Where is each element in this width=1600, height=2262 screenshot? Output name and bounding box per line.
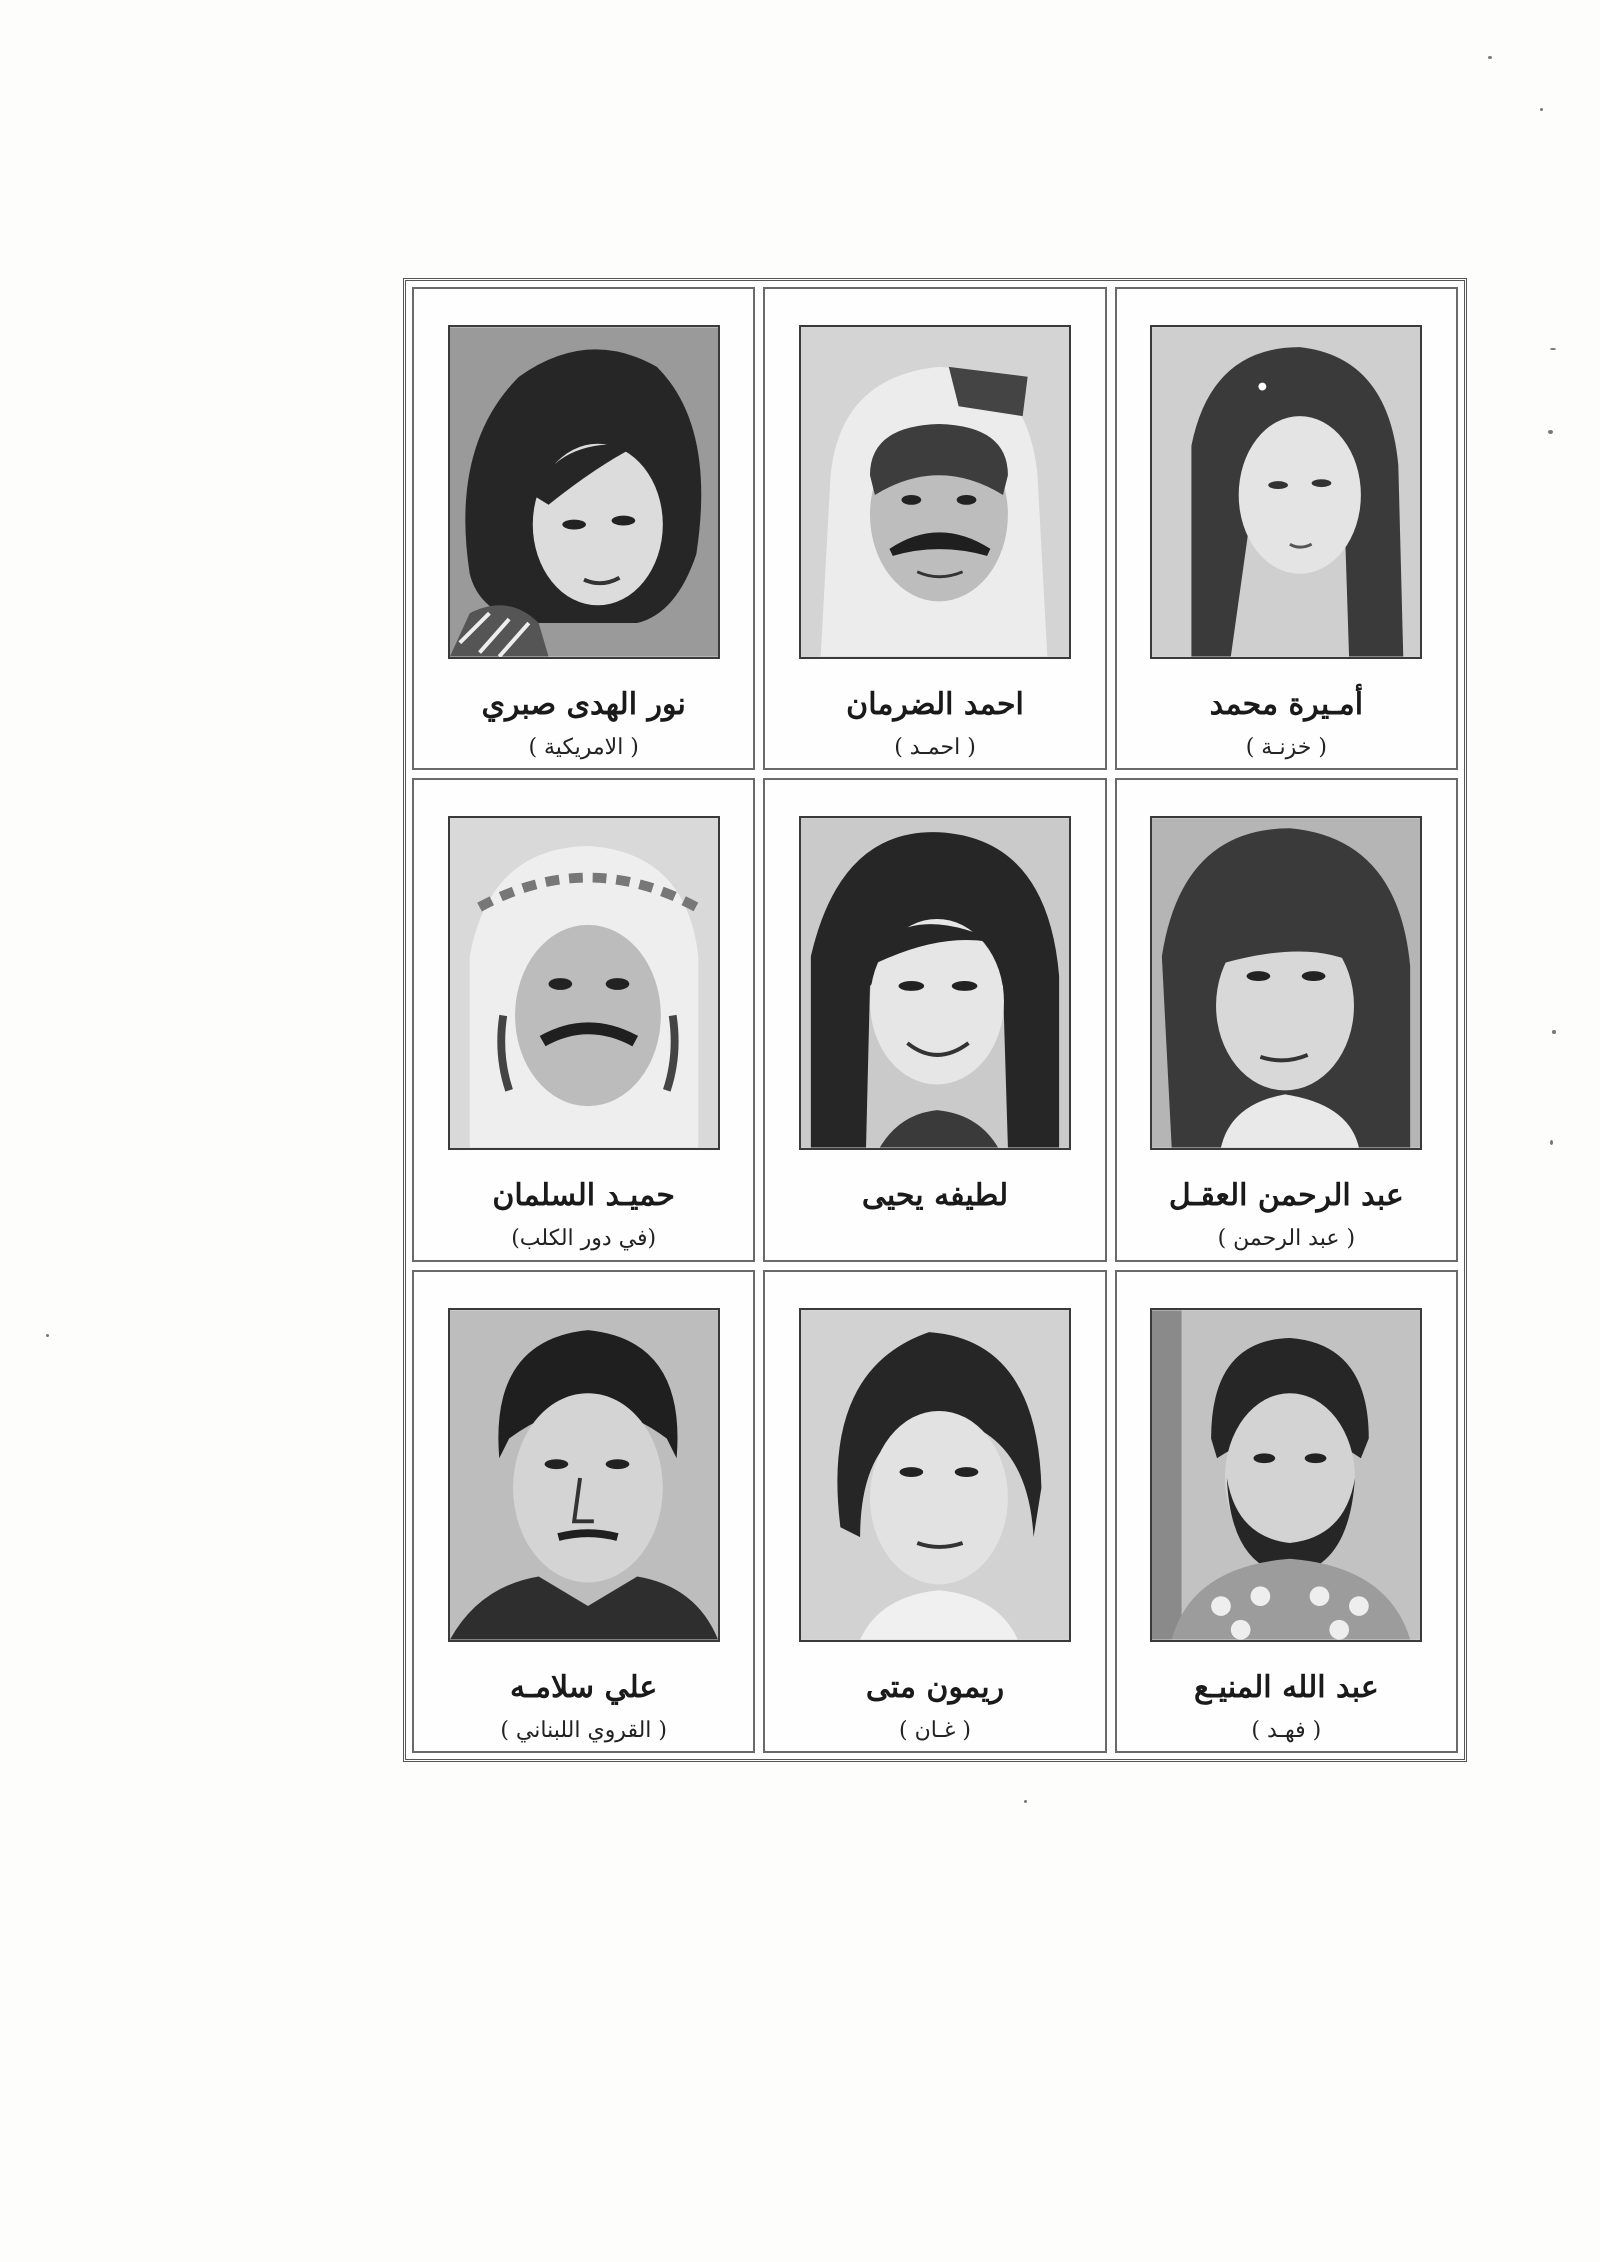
woman-smiling-portrait-image (801, 818, 1069, 1148)
scan-speck (1548, 430, 1553, 434)
woman-long-hair-portrait-image (1152, 327, 1420, 657)
cast-photo-grid (412, 287, 1458, 1753)
cast-card (1115, 1270, 1458, 1753)
cast-member-name: لطيفه يحيى (861, 1178, 1009, 1214)
scan-speck (1488, 56, 1492, 59)
cast-role: ( الامريكية ) (528, 735, 639, 760)
scan-speck (1550, 1140, 1553, 1145)
man-headdress-mustache-portrait-image (801, 327, 1069, 657)
cast-photo-grid-frame (403, 278, 1467, 1762)
cast-member-name: نور الهدى صبري (481, 687, 686, 722)
man-headdress-portrait-image (450, 818, 718, 1148)
cast-role: ( فهـد ) (1251, 1717, 1322, 1743)
portrait-photo (1150, 1308, 1422, 1642)
cast-role: (في دور الكلب) (511, 1226, 657, 1252)
man-long-hair-portrait-image (1152, 818, 1420, 1148)
cast-role: ( القروي اللبناني ) (500, 1717, 667, 1743)
portrait-photo (1150, 325, 1422, 659)
young-man-portrait-image (801, 1310, 1069, 1640)
cast-card (412, 287, 755, 770)
cast-card (1115, 287, 1458, 770)
cast-member-name: احمد الضرمان (846, 687, 1024, 722)
portrait-photo (1150, 816, 1422, 1150)
scan-speck (1024, 1800, 1027, 1803)
cast-card (412, 1270, 755, 1753)
portrait-photo (448, 816, 720, 1150)
cast-role: ( غـان ) (899, 1717, 971, 1743)
scan-speck (1552, 1030, 1556, 1034)
cast-card (412, 778, 755, 1261)
portrait-photo (448, 1308, 720, 1642)
cast-role: ( خزنـة ) (1245, 735, 1327, 760)
cast-member-name: ريمون متى (865, 1669, 1005, 1705)
cast-card (1115, 778, 1458, 1261)
cast-role: ( عبد الرحمن ) (1217, 1226, 1356, 1252)
portrait-photo (799, 325, 1071, 659)
cast-member-name: حميـد السلمان (492, 1178, 675, 1214)
scan-speck (1550, 348, 1556, 350)
cast-card (763, 1270, 1106, 1753)
cast-member-name: علي سلامـه (510, 1669, 658, 1705)
cast-role: ( احمـد ) (894, 735, 976, 760)
portrait-photo (799, 1308, 1071, 1642)
portrait-photo (799, 816, 1071, 1150)
portrait-photo (448, 325, 720, 659)
cast-member-name: عبد الله المنيـع (1193, 1669, 1379, 1705)
cast-member-name: عبد الرحمن العقـل (1168, 1178, 1404, 1214)
scan-speck (46, 1334, 49, 1337)
woman-curly-hair-portrait-image (450, 327, 718, 657)
cast-card (763, 778, 1106, 1261)
cast-member-name: أمـيرة محمد (1209, 687, 1364, 722)
man-mustache-portrait-image (450, 1310, 718, 1640)
scan-speck (1540, 108, 1543, 111)
man-beard-portrait-image (1152, 1310, 1420, 1640)
cast-card (763, 287, 1106, 770)
